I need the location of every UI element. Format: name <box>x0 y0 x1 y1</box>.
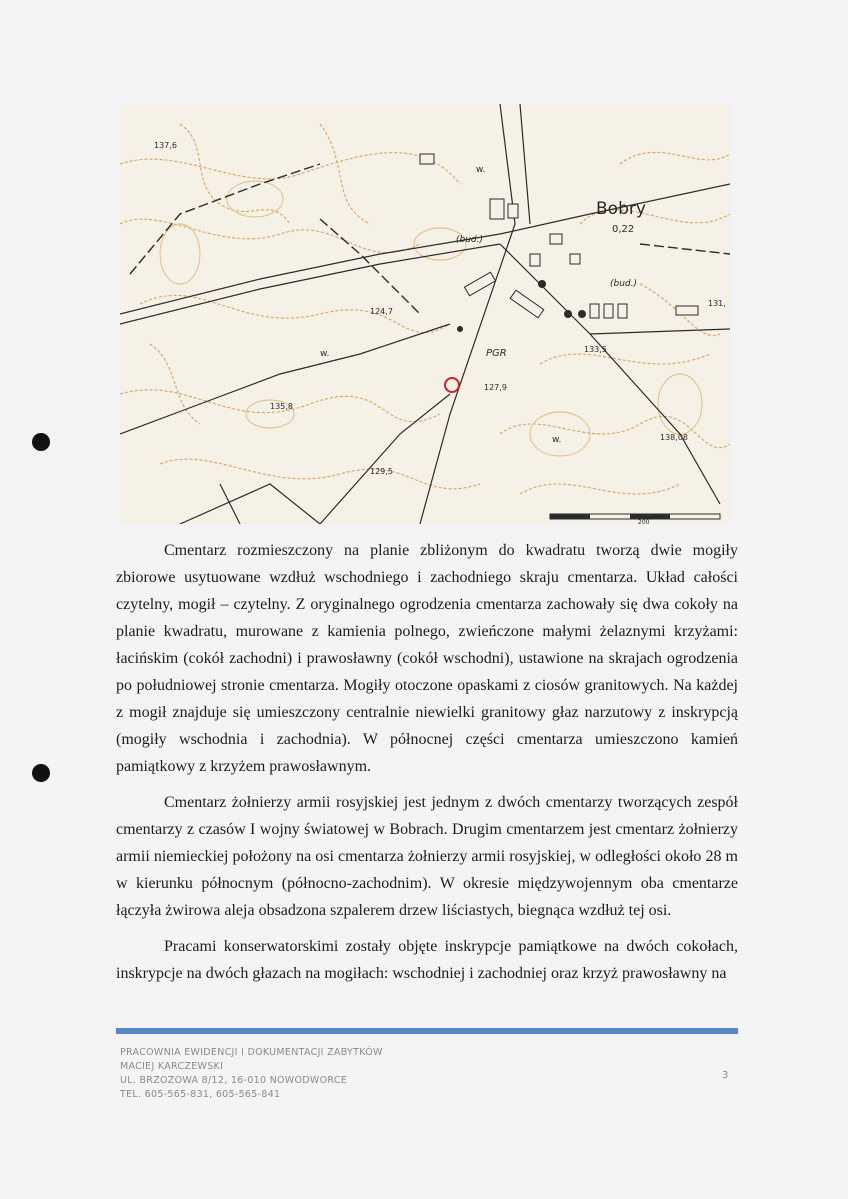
elevation-3: 135,8 <box>270 402 293 411</box>
elevation-7: 138,08 <box>660 433 688 442</box>
village-value: 0,22 <box>612 224 635 235</box>
body-text <box>116 537 738 996</box>
map-svg <box>120 104 730 524</box>
paragraph-3: Pracami konserwatorskimi zostały objęte inskrypcje pamiątkowe na dwóch cokołach, inskrypcje na dwóch głazach na mogiłach: wschodniej i zachodniej oraz krzyż prawosławny na <box>116 938 738 982</box>
footer-line-2: MACIEJ KARCZEWSKI <box>120 1061 224 1072</box>
page-number: 3 <box>722 1070 729 1081</box>
bud-label-2: (bud.) <box>610 279 638 289</box>
pgr-label: PGR <box>486 348 507 359</box>
scale-bar <box>550 514 720 519</box>
village-label: Bobry <box>596 199 646 219</box>
elevation-6: 133,5 <box>584 345 607 354</box>
boundary-lines <box>130 164 730 314</box>
elevation-5: 127,9 <box>484 383 507 392</box>
elevation-1: 137,6 <box>154 141 177 150</box>
punch-hole-bottom <box>32 764 50 782</box>
elevation-4: 129,5 <box>370 467 393 476</box>
punch-hole-top <box>32 433 50 451</box>
footer-line-3: UL. BRZOZOWA 8/12, 16-010 NOWODWORCE <box>120 1075 348 1086</box>
w-label-1: w. <box>476 165 486 175</box>
cemetery-marker <box>445 378 459 392</box>
roads <box>120 104 730 524</box>
elevation-8: 131, <box>708 299 726 308</box>
contour-lines <box>120 124 730 494</box>
footer <box>120 1046 420 1102</box>
bud-label-1: (bud.) <box>456 235 484 245</box>
topographic-map <box>120 104 730 524</box>
paragraph-1: Cmentarz rozmieszczony na planie zbliżonym do kwadratu tworzą dwie mogiły zbiorowe usytuowane wzdłuż wschodniego i zachodniego skraju cmentarza. Układ całości czytelny, mogił – czytelny. Z oryginalnego ogrodzenia cmentarza zachowały się dwa cokoły na planie kwadratu, murowane z kamienia polnego, zwieńczone małymi żelaznymi krzyżami: łacińskim (cokół zachodni) i prawosławny (cokół wschodni), ustawione na skrajach ogrodzenia po południowej stronie cmentarza. Mogiły otoczone opaskami z ciosów granitowych. Na każdej z mogił znajduje się umieszczony centralnie niewielki granitowy głaz narzutowy z inskrypcją (mogiły wschodnia i zachodnia). W północnej części cmentarza umieszczono kamień pamiątkowy z krzyżem prawosławnym. <box>116 542 738 775</box>
footer-line-1: PRACOWNIA EWIDENCJI I DOKUMENTACJI ZABYTKÓW <box>120 1047 383 1058</box>
elevation-2: 124,7 <box>370 307 393 316</box>
footer-rule <box>116 1028 738 1034</box>
paragraph-2: Cmentarz żołnierzy armii rosyjskiej jest jednym z dwóch cmentarzy tworzących zespół cmentarzy z czasów I wojny światowej w Bobrach. Drugim cmentarzem jest cmentarz żołnierzy armii niemieckiej położony na osi cmentarza żołnierzy armii rosyjskiej, w odległości około 28 m w kierunku północnym (północno-zachodnim). W okresie międzywojennym oba cmentarze łączyła żwirowa aleja obsadzona szpalerem drzew liściastych, biegnąca wzdłuż tej osi. <box>116 794 738 919</box>
footer-line-4: TEL. 605-565-831, 605-565-841 <box>120 1089 281 1100</box>
scale-label: 200 <box>638 519 650 524</box>
w-label-3: w. <box>552 435 562 445</box>
w-label-2: w. <box>320 349 330 359</box>
